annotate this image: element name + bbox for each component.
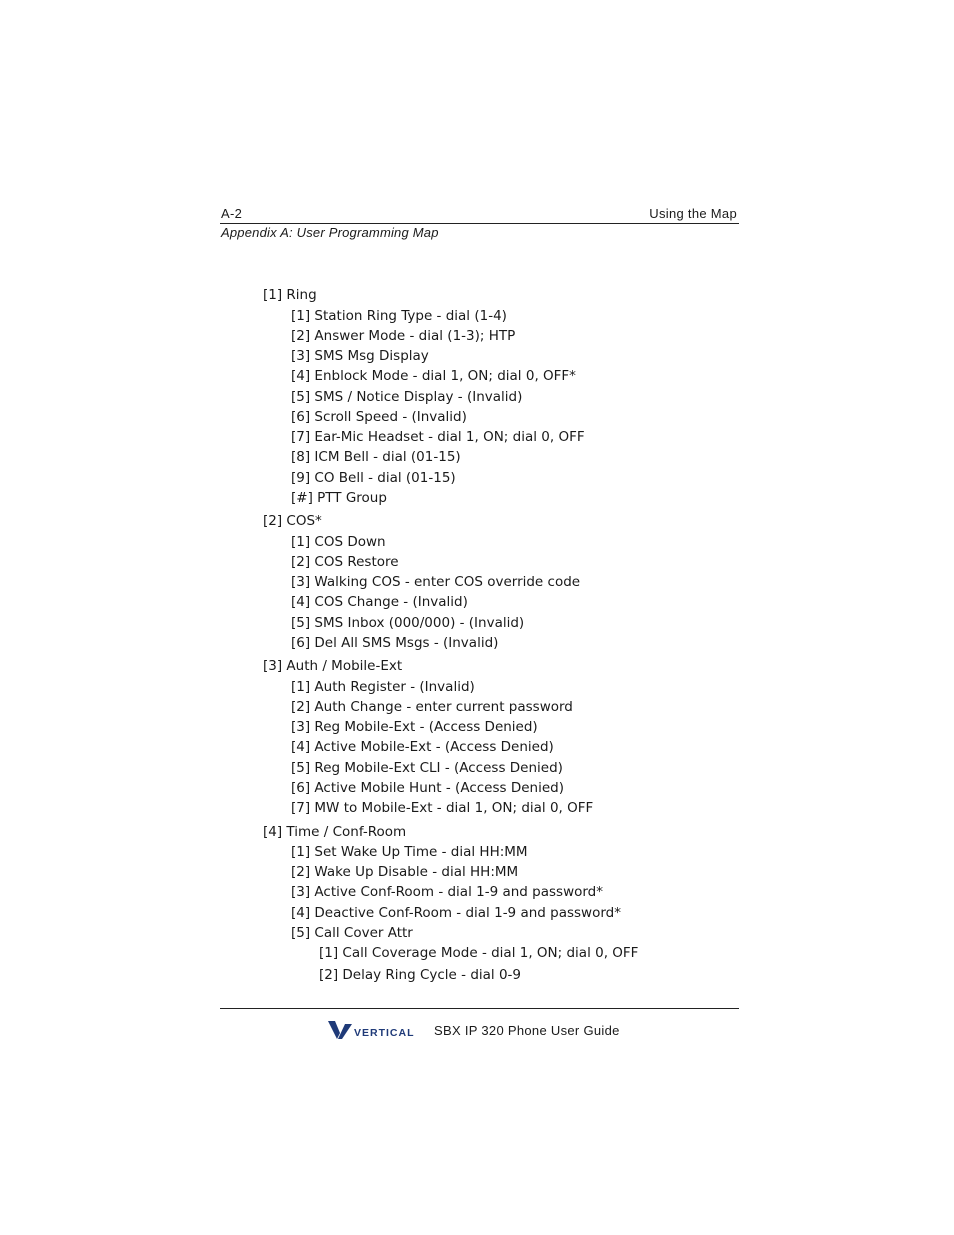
menu-category: [3] Auth / Mobile-Ext xyxy=(263,658,403,674)
menu-category: [4] Time / Conf-Room xyxy=(263,824,407,840)
menu-item: [3] Walking COS - enter COS override code xyxy=(291,574,581,590)
menu-item: [6] Del All SMS Msgs - (Invalid) xyxy=(291,635,499,651)
footer-divider xyxy=(220,1008,739,1009)
menu-item: [2] Answer Mode - dial (1-3); HTP xyxy=(291,328,516,344)
menu-item: [4] Deactive Conf-Room - dial 1-9 and password* xyxy=(291,905,621,921)
section-name: Using the Map xyxy=(649,206,737,221)
page-number: A-2 xyxy=(221,206,243,221)
menu-item: [2] Auth Change - enter current password xyxy=(291,699,573,715)
menu-item: [1] Auth Register - (Invalid) xyxy=(291,679,475,695)
menu-item: [#] PTT Group xyxy=(291,490,387,506)
menu-item: [9] CO Bell - dial (01-15) xyxy=(291,470,456,486)
menu-category: [1] Ring xyxy=(263,287,317,303)
appendix-title: Appendix A: User Programming Map xyxy=(221,225,439,240)
menu-item: [2] COS Restore xyxy=(291,554,399,570)
menu-item: [8] ICM Bell - dial (01-15) xyxy=(291,449,461,465)
menu-item: [4] COS Change - (Invalid) xyxy=(291,594,468,610)
menu-item: [4] Enblock Mode - dial 1, ON; dial 0, OFF* xyxy=(291,368,576,384)
menu-item: [3] Reg Mobile-Ext - (Access Denied) xyxy=(291,719,538,735)
menu-subitem: [2] Delay Ring Cycle - dial 0-9 xyxy=(319,967,521,983)
menu-item: [5] SMS Inbox (000/000) - (Invalid) xyxy=(291,615,525,631)
menu-item: [6] Scroll Speed - (Invalid) xyxy=(291,409,467,425)
menu-item: [5] Reg Mobile-Ext CLI - (Access Denied) xyxy=(291,760,563,776)
menu-item: [7] MW to Mobile-Ext - dial 1, ON; dial 0, OFF xyxy=(291,800,594,816)
menu-item: [5] Call Cover Attr xyxy=(291,925,413,941)
menu-item: [1] Set Wake Up Time - dial HH:MM xyxy=(291,844,528,860)
menu-item: [1] Station Ring Type - dial (1-4) xyxy=(291,308,507,324)
menu-item: [3] SMS Msg Display xyxy=(291,348,429,364)
running-header xyxy=(220,205,739,224)
menu-category: [2] COS* xyxy=(263,513,322,529)
menu-item: [5] SMS / Notice Display - (Invalid) xyxy=(291,389,523,405)
menu-item: [3] Active Conf-Room - dial 1-9 and password* xyxy=(291,884,603,900)
menu-item: [2] Wake Up Disable - dial HH:MM xyxy=(291,864,519,880)
vertical-logo-wordmark: VERTICAL xyxy=(354,1027,415,1039)
menu-item: [4] Active Mobile-Ext - (Access Denied) xyxy=(291,739,554,755)
menu-item: [1] COS Down xyxy=(291,534,386,550)
guide-title: SBX IP 320 Phone User Guide xyxy=(434,1023,620,1038)
menu-item: [6] Active Mobile Hunt - (Access Denied) xyxy=(291,780,564,796)
vertical-logo-mark-icon xyxy=(328,1021,352,1039)
vertical-logo xyxy=(328,1019,428,1041)
menu-subitem: [1] Call Coverage Mode - dial 1, ON; dial 0, OFF xyxy=(319,945,639,961)
menu-item: [7] Ear-Mic Headset - dial 1, ON; dial 0, OFF xyxy=(291,429,585,445)
